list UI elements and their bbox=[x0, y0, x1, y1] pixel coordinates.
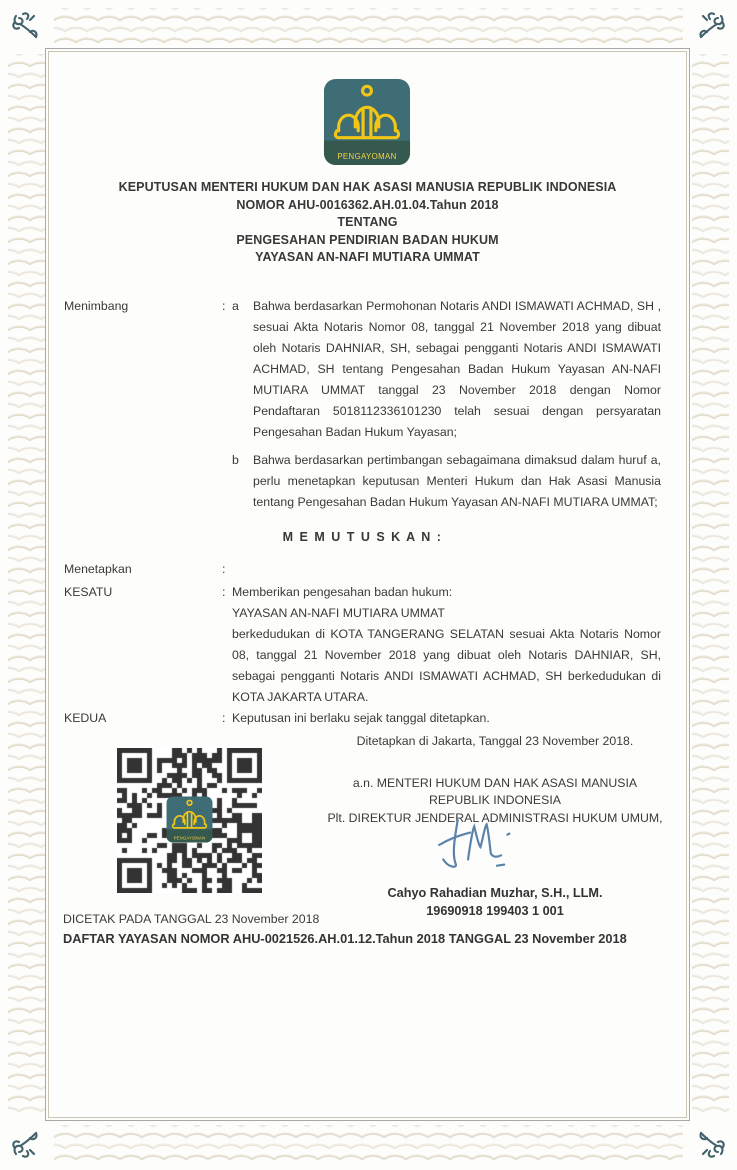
item-marker: a bbox=[232, 299, 239, 313]
corner-flourish-icon bbox=[11, 11, 41, 41]
menimbang-item-text: Bahwa berdasarkan Permohonan Notaris ANDI ISMAWATI ACHMAD, SH , sesuai Akta Notaris Nomor 08, tanggal 21 November 2018 yang dibuat oleh Notaris DAHNIAR, SH, sebagai pengganti Notaris ANDI ISMAWATI ACHMAD, SH tentang Pengesahan Badan Hukum Yayasan AN-NAFI MUTIARA UMMAT tanggal 23 November 2018 dengan Nomor Pendaftaran 5018112336101230 telah sesuai dengan persyaratan Pengesahan Badan Hukum Yayasan; bbox=[253, 299, 661, 439]
title-line: PENGESAHAN PENDIRIAN BADAN HUKUM bbox=[236, 232, 499, 247]
item-marker: b bbox=[232, 453, 239, 467]
colon: : bbox=[222, 711, 226, 725]
corner-flourish-icon bbox=[696, 11, 726, 41]
kesatu-body-text: berkedudukan di KOTA TANGERANG SELATAN sesuai Akta Notaris Nomor 08, tanggal 21 November 2018 yang dibuat oleh Notaris DAHNIAR, SH, sebagai pengganti Notaris ANDI ISMAWATI ACHMAD, SH berkedudukan di KOTA JAKARTA UTARA. bbox=[232, 627, 661, 704]
memutuskan-heading: M E M U T U S K A N : bbox=[282, 530, 443, 544]
colon: : bbox=[222, 585, 226, 599]
border-pattern-top bbox=[54, 8, 683, 45]
kesatu-label: KESATU bbox=[64, 585, 113, 599]
menetapkan-row bbox=[64, 559, 661, 580]
republic-line: REPUBLIK INDONESIA bbox=[429, 793, 561, 807]
kedua-label: KEDUA bbox=[64, 711, 107, 725]
border-pattern-bottom bbox=[54, 1125, 683, 1162]
official-title-line: Plt. DIREKTUR JENDERAL ADMINISTRASI HUKUM UMUM, bbox=[327, 810, 663, 825]
border-pattern-left bbox=[8, 54, 45, 1116]
menimbang-item bbox=[64, 450, 661, 513]
decree-body bbox=[64, 296, 661, 729]
document-title-block bbox=[45, 179, 690, 267]
menimbang-item-text: Bahwa berdasarkan pertimbangan sebagaimana dimaksud dalam huruf a, perlu menetapkan keputusan Menteri Hukum dan Hak Asasi Manusia tentang Pengesahan Badan Hukum Yayasan AN-NAFI MUTIARA UMMAT; bbox=[253, 453, 661, 509]
printed-date-line: DICETAK PADA TANGGAL 23 November 2018 bbox=[63, 912, 320, 926]
menimbang-label: Menimbang bbox=[64, 299, 129, 313]
corner-flourish-icon bbox=[696, 1129, 726, 1159]
colon: : bbox=[222, 299, 226, 313]
title-line: NOMOR AHU-0016362.AH.01.04.Tahun 2018 bbox=[236, 197, 499, 212]
registration-number-line: DAFTAR YAYASAN NOMOR AHU-0021526.AH.01.12.Tahun 2018 TANGGAL 23 November 2018 bbox=[63, 931, 627, 946]
kesatu-row bbox=[64, 582, 661, 708]
kesatu-content bbox=[232, 582, 661, 708]
menimbang-item bbox=[64, 296, 661, 443]
place-date-line: Ditetapkan di Jakarta, Tanggal 23 November 2018. bbox=[356, 734, 634, 748]
border-pattern-right bbox=[692, 54, 729, 1116]
qr-center-pengayoman-logo-icon bbox=[166, 796, 213, 843]
kedua-row bbox=[64, 708, 661, 729]
kesatu-entity-name: YAYASAN AN-NAFI MUTIARA UMMAT bbox=[232, 606, 445, 620]
kesatu-intro: Memberikan pengesahan badan hukum: bbox=[232, 585, 453, 599]
corner-flourish-icon bbox=[11, 1129, 41, 1159]
signer-nip: 19690918 199403 1 001 bbox=[426, 903, 564, 918]
kedua-text: Keputusan ini berlaku sejak tanggal ditetapkan. bbox=[232, 711, 490, 725]
on-behalf-line: a.n. MENTERI HUKUM DAN HAK ASASI MANUSIA bbox=[352, 775, 638, 790]
signer-name: Cahyo Rahadian Muzhar, S.H., LLM. bbox=[387, 886, 603, 900]
footer-block bbox=[63, 909, 673, 949]
title-line: TENTANG bbox=[337, 215, 398, 229]
pengayoman-ministry-logo-icon bbox=[322, 78, 412, 166]
title-line: KEPUTUSAN MENTERI HUKUM DAN HAK ASASI MANUSIA REPUBLIK INDONESIA bbox=[118, 180, 617, 194]
title-line: YAYASAN AN-NAFI MUTIARA UMMAT bbox=[255, 250, 480, 264]
handwritten-signature bbox=[430, 814, 535, 876]
verification-qr-code bbox=[117, 748, 262, 893]
colon: : bbox=[222, 562, 226, 576]
menetapkan-label: Menetapkan bbox=[64, 562, 132, 576]
